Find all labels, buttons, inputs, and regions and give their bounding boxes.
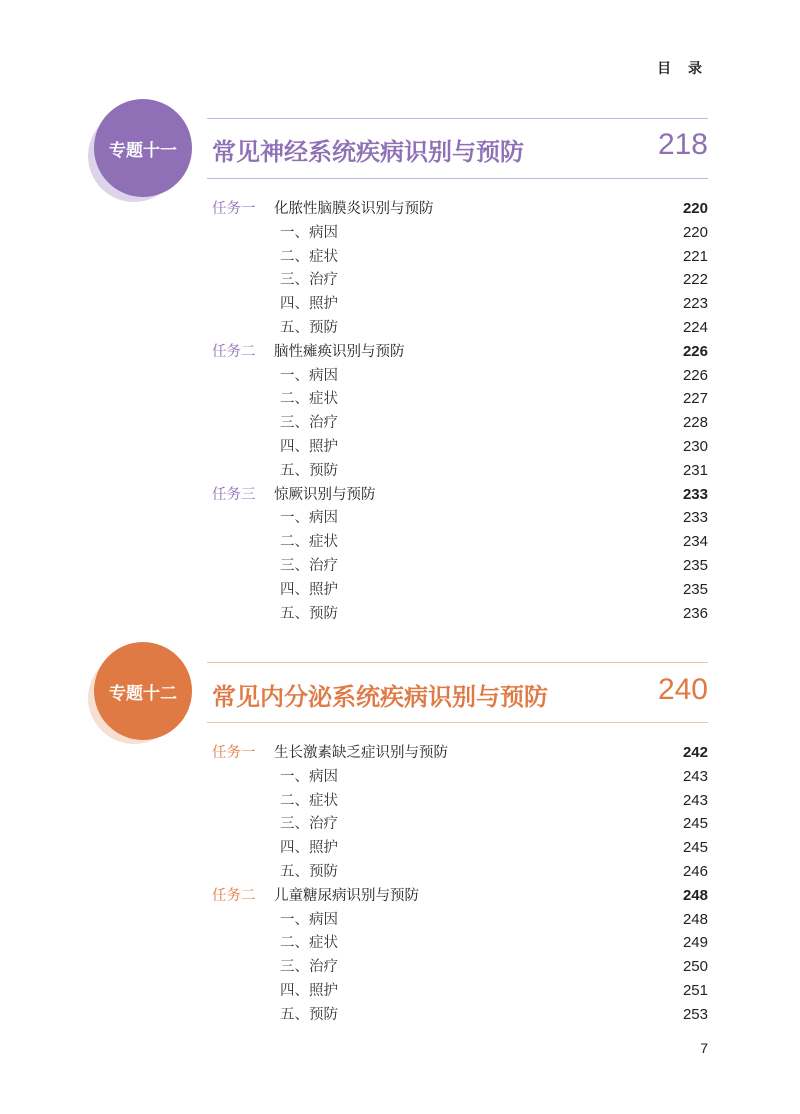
subtopic-page: 223 <box>682 295 708 313</box>
subtopic-page: 220 <box>682 223 708 241</box>
subtopic-row[interactable] <box>212 955 708 979</box>
subtopic-row[interactable] <box>212 221 708 245</box>
task-label: 任务二 <box>212 887 256 904</box>
section-title: 常见神经系统疾病识别与预防 <box>212 138 524 166</box>
subtopic-row[interactable] <box>212 1003 708 1027</box>
task-row[interactable] <box>212 197 708 221</box>
subtopic-page: 248 <box>682 910 708 928</box>
subtopic-row[interactable] <box>212 812 708 836</box>
subtopic-page: 253 <box>682 1005 708 1023</box>
subtopic-page: 235 <box>682 580 708 598</box>
subtopic-page: 245 <box>682 839 708 857</box>
subtopic-title: 三、治疗 <box>280 272 338 289</box>
task-row[interactable] <box>212 340 708 364</box>
task-title: 儿童糖尿病识别与预防 <box>274 887 419 904</box>
subtopic-page: 249 <box>682 934 708 952</box>
subtopic-row[interactable] <box>212 554 708 578</box>
subtopic-row[interactable] <box>212 931 708 955</box>
section-page: 240 <box>657 673 708 706</box>
subtopic-page: 227 <box>682 390 708 408</box>
subtopic-page: 246 <box>682 863 708 880</box>
subtopic-row[interactable] <box>212 268 708 292</box>
subtopic-title: 五、预防 <box>280 605 338 622</box>
subtopic-title: 四、照护 <box>280 296 338 313</box>
subtopic-title: 五、预防 <box>280 1006 338 1023</box>
subtopic-page: 228 <box>682 414 708 432</box>
subtopic-row[interactable] <box>212 435 708 459</box>
task-row[interactable] <box>212 884 708 908</box>
subtopic-title: 五、预防 <box>280 462 338 479</box>
subtopic-page: 222 <box>682 271 708 289</box>
subtopic-title: 一、病因 <box>280 224 338 241</box>
subtopic-title: 三、治疗 <box>280 959 338 976</box>
subtopic-row[interactable] <box>212 316 708 340</box>
subtopic-page: 233 <box>682 509 708 527</box>
task-page: 242 <box>682 744 708 761</box>
subtopic-row[interactable] <box>212 789 708 813</box>
subtopic-row[interactable] <box>212 602 708 626</box>
section-badge: 专题十二 <box>94 642 192 740</box>
subtopic-title: 一、病因 <box>280 367 338 384</box>
subtopic-row[interactable] <box>212 387 708 411</box>
subtopic-title: 一、病因 <box>280 510 338 527</box>
task-title: 生长激素缺乏症识别与预防 <box>274 745 448 761</box>
task-page: 233 <box>682 485 708 503</box>
task-label: 任务三 <box>212 486 256 503</box>
subtopic-title: 三、治疗 <box>280 558 338 574</box>
subtopic-row[interactable] <box>212 292 708 316</box>
subtopic-page: 245 <box>682 815 708 833</box>
subtopic-title: 三、治疗 <box>280 415 338 432</box>
subtopic-title: 二、症状 <box>280 792 338 809</box>
subtopic-row[interactable] <box>212 245 708 269</box>
subtopic-page: 250 <box>682 958 708 976</box>
page-number: 7 <box>700 1040 708 1056</box>
section-bottom-rule <box>207 178 708 179</box>
task-label: 任务一 <box>212 745 256 761</box>
task-label: 任务一 <box>212 201 256 217</box>
subtopic-title: 二、症状 <box>280 534 338 551</box>
subtopic-row[interactable] <box>212 530 708 554</box>
subtopic-row[interactable] <box>212 578 708 602</box>
task-title: 脑性瘫痪识别与预防 <box>274 343 405 360</box>
subtopic-page: 224 <box>682 319 708 336</box>
section-page: 218 <box>657 128 708 161</box>
subtopic-row[interactable] <box>212 979 708 1003</box>
subtopic-row[interactable] <box>212 860 708 884</box>
subtopic-title: 一、病因 <box>280 911 338 928</box>
section-badge: 专题十一 <box>94 99 192 197</box>
subtopic-title: 五、预防 <box>280 864 338 880</box>
subtopic-title: 四、照护 <box>280 840 338 857</box>
task-title: 惊厥识别与预防 <box>274 486 376 503</box>
subtopic-page: 231 <box>682 461 708 479</box>
section-bottom-rule <box>207 722 708 723</box>
task-row[interactable] <box>212 741 708 765</box>
subtopic-page: 226 <box>682 366 708 384</box>
subtopic-row[interactable] <box>212 411 708 435</box>
subtopic-row[interactable] <box>212 364 708 388</box>
subtopic-title: 二、症状 <box>280 248 338 265</box>
subtopic-title: 五、预防 <box>280 320 338 336</box>
task-label: 任务二 <box>212 343 256 360</box>
subtopic-page: 234 <box>682 533 708 551</box>
subtopic-row[interactable] <box>212 459 708 483</box>
subtopic-page: 221 <box>682 247 708 265</box>
subtopic-title: 四、照护 <box>280 439 338 455</box>
subtopic-title: 四、照护 <box>280 581 338 598</box>
task-row[interactable] <box>212 483 708 507</box>
subtopic-row[interactable] <box>212 765 708 789</box>
toc-header: 目 录 <box>657 61 708 77</box>
task-title: 化脓性脑膜炎识别与预防 <box>274 201 434 217</box>
subtopic-title: 二、症状 <box>280 935 338 952</box>
subtopic-page: 243 <box>682 767 708 785</box>
subtopic-title: 二、症状 <box>280 391 338 408</box>
subtopic-title: 四、照护 <box>280 983 338 999</box>
task-page: 226 <box>682 342 708 360</box>
subtopic-page: 236 <box>682 604 708 622</box>
subtopic-page: 230 <box>682 438 708 455</box>
subtopic-page: 243 <box>682 791 708 809</box>
subtopic-page: 235 <box>682 557 708 574</box>
subtopic-title: 三、治疗 <box>280 816 338 833</box>
subtopic-title: 一、病因 <box>280 768 338 785</box>
subtopic-row[interactable] <box>212 836 708 860</box>
section-top-rule <box>207 662 708 663</box>
section-title: 常见内分泌系统疾病识别与预防 <box>212 683 548 711</box>
section-top-rule <box>207 118 708 119</box>
subtopic-row[interactable] <box>212 908 708 932</box>
task-page: 220 <box>682 200 708 217</box>
subtopic-row[interactable] <box>212 506 708 530</box>
task-page: 248 <box>682 886 708 904</box>
subtopic-page: 251 <box>682 982 708 999</box>
